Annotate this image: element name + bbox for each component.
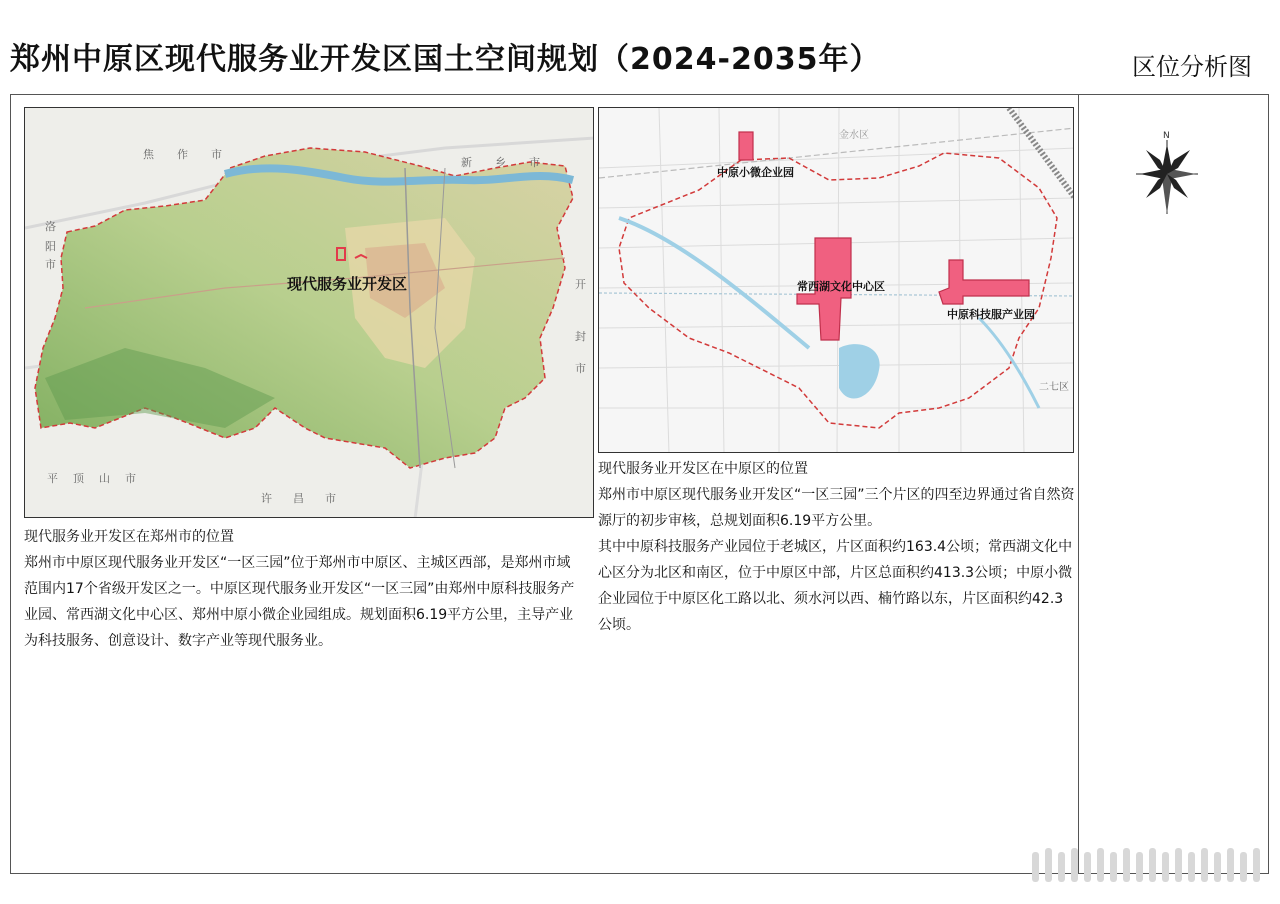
district-label: 二七区 [1039,382,1069,393]
place-label: 洛 [45,220,56,233]
place-label: 阳 [45,240,56,253]
place-label: 乡 [495,156,506,169]
zone-label: 常西湖文化中心区 [797,280,885,293]
left-caption [24,524,579,654]
zhengzhou-location-map[interactable] [24,107,594,518]
right-caption-body-1: 郑州市中原区现代服务业开发区“一区三园”三个片区的四至边界通过省自然资源厅的初步审核，总规划面积6.19平方公里。 [598,487,1075,529]
place-label: 市 [45,258,56,271]
zone-label: 中原小微企业园 [717,166,794,179]
place-label: 平 [47,472,58,485]
place-label: 顶 [73,472,84,485]
zone-label: 现代服务业开发区 [287,275,408,293]
page-title: 郑州中原区现代服务业开发区国土空间规划（2024-2035年） [10,42,881,77]
frame-divider [1078,94,1079,874]
north-arrow-icon [1134,128,1200,218]
left-caption-title: 现代服务业开发区在郑州市的位置 [24,529,234,545]
left-caption-body: 郑州市中原区现代服务业开发区“一区三园”位于郑州市中原区、主城区西部，是郑州市域范围内17个省级开发区之一。中原区现代服务业开发区“一区三园”由郑州中原科技服务产业园、常西湖文化中心区、郑州中原小微企业园组成。规划面积6.19平方公里，主导产业为科技服务、创意设计、数字产业等现代服务业。 [24,555,575,649]
north-label: N [1163,131,1170,141]
district-label: 金水区 [839,130,869,141]
zhengzhou-map-graphic [25,108,594,518]
zhongyuan-location-map[interactable] [598,107,1074,453]
watermark [1032,848,1260,882]
place-label: 封 [575,330,586,343]
right-caption [598,456,1076,638]
place-label: 昌 [293,492,304,505]
place-label: 市 [211,148,222,161]
place-label: 市 [529,156,540,169]
right-caption-body-2: 其中中原科技服务产业园位于老城区，片区面积约163.4公顷；常西湖文化中心区分为北区和南区，位于中原区中部，片区总面积约413.3公顷；中原小微企业园位于中原区化工路以北、须水河以西、楠竹路以东，片区面积约42.3公顷。 [598,539,1073,633]
place-label: 开 [575,278,586,291]
place-label: 许 [261,492,272,505]
small-enterprise-park-zone [739,132,753,160]
place-label: 市 [575,362,586,375]
place-label: 作 [177,148,188,161]
place-label: 山 [99,472,110,485]
sheet-subtitle: 区位分析图 [1132,53,1252,81]
place-label: 焦 [143,148,154,161]
zone-label: 中原科技服产业园 [947,308,1035,321]
place-label: 新 [461,156,472,169]
place-label: 市 [325,492,336,505]
right-caption-title: 现代服务业开发区在中原区的位置 [598,461,808,477]
place-label: 市 [125,472,136,485]
